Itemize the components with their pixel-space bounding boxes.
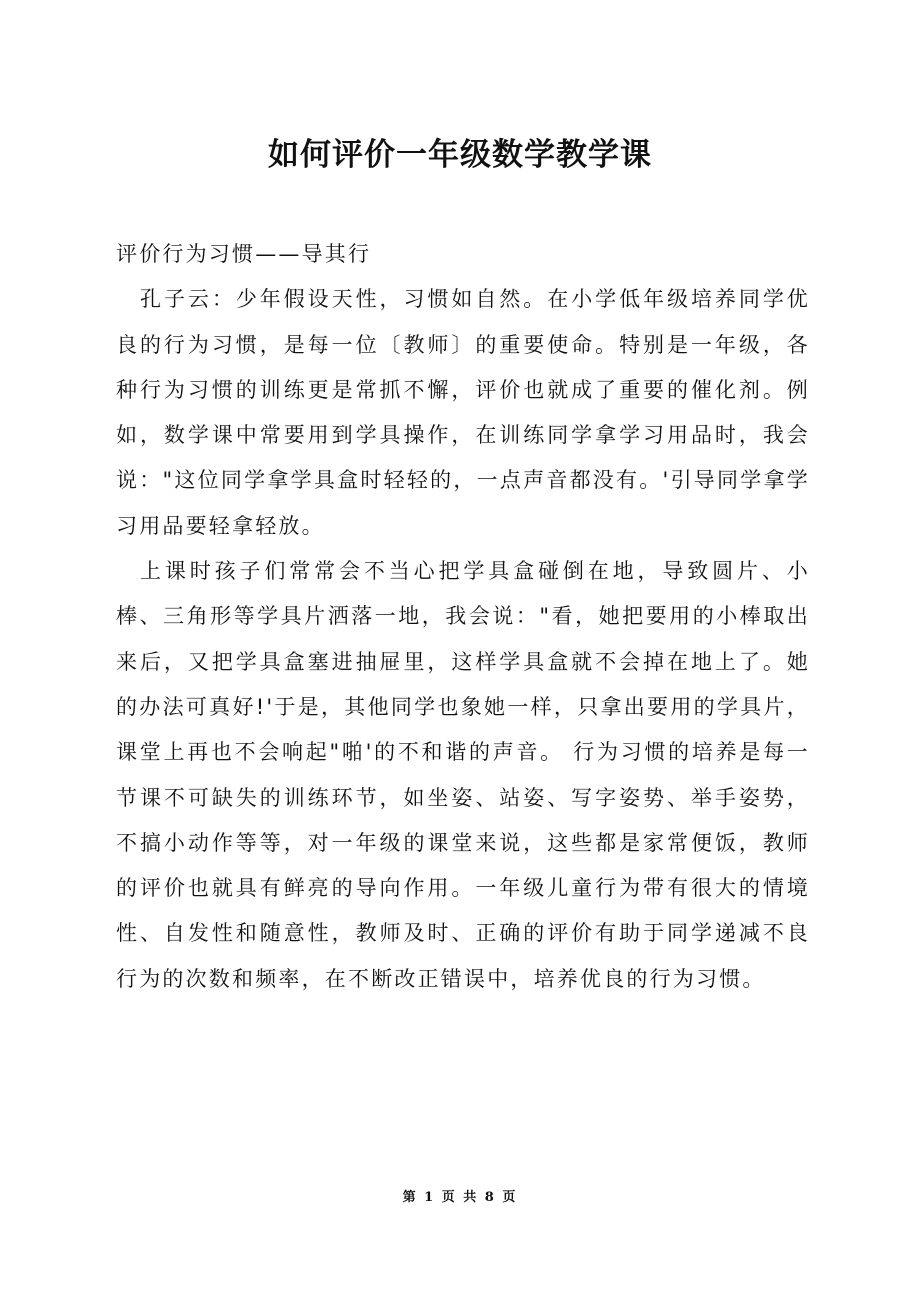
paragraph: 孔子云：少年假设天性，习惯如自然。在小学低年级培养同学优良的行为习惯，是每一位〔教师〕的重要使命。特别是一年级，各种行为习惯的训练更是常抓不懈，评价也就成了重要的催化剂。例如，数学课中常要用到学具操作，在训练同学拿学习用品时，我会说："这位同学拿学具盒时轻轻的，一点声音都没有。'引导同学拿学习用品要轻拿轻放。 bbox=[116, 287, 810, 538]
paragraph: 上课时孩子们常常会不当心把学具盒碰倒在地，导致圆片、小棒、三角形等学具片洒落一地，我会说："看，她把要用的小棒取出来后，又把学具盒塞进抽屉里，这样学具盒就不会掉在地上了。她的办法可真好!'于是，其他同学也象她一样，只拿出要用的学具片，课堂上再也不会响起"啪'的不和谐的声音。 行为习惯的培养是每一节课不可缺失的训练环节，如坐姿、站姿、写字姿势、举手姿势，不搞小动作等等，对一年级的课堂来说，这些都是家常便饭，教师的评价也就具有鲜亮的导向作用。一年级儿童行为带有很大的情境性、自发性和随意性，教师及时、正确的评价有助于同学递减不良行为的次数和频率，在不断改正错误中，培养优良的行为习惯。 bbox=[116, 559, 810, 991]
section-heading: 评价行为习惯——导其行 bbox=[116, 242, 372, 266]
document-title: 如何评价一年级数学教学课 bbox=[268, 137, 652, 173]
document-body bbox=[116, 232, 810, 1002]
page-number-footer: 第 1 页 共 8 页 bbox=[402, 1190, 518, 1205]
